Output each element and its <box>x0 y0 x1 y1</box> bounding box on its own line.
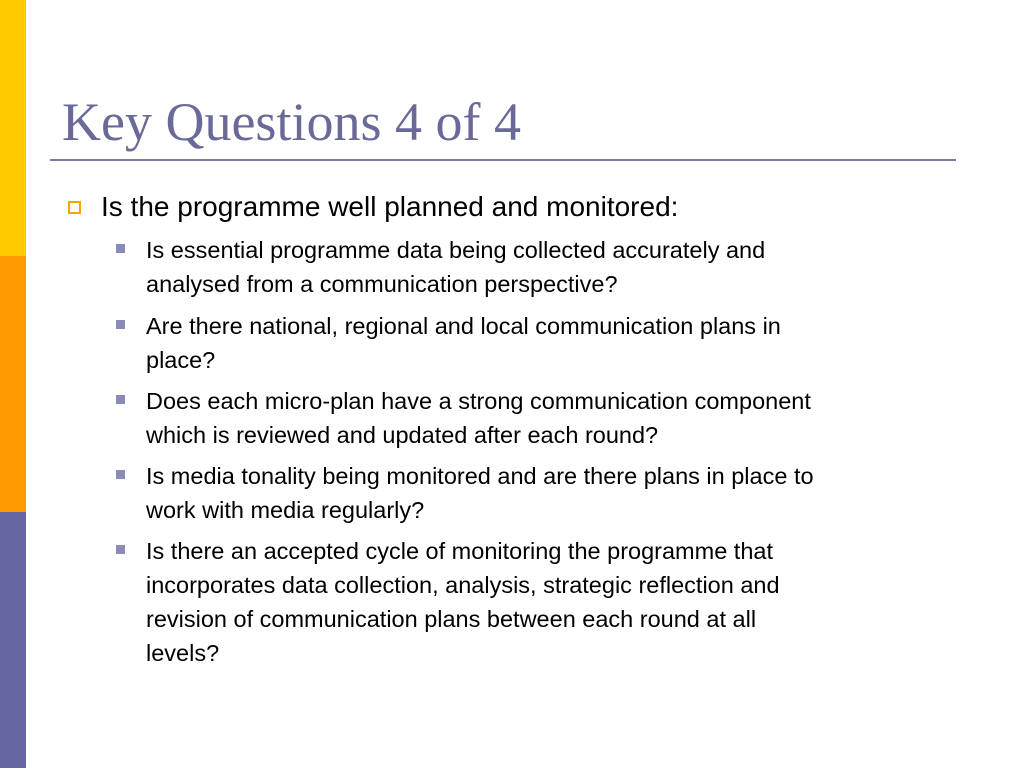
square-bullet-icon <box>116 395 125 404</box>
sub-bullet-item <box>146 384 966 452</box>
sub-bullet-line: which is reviewed and updated after each round? <box>146 422 659 448</box>
sub-bullet-line: revision of communication plans between each round at all <box>146 606 757 632</box>
sub-bullet-item <box>146 459 966 527</box>
sub-bullet-line: Is essential programme data being collected accurately and <box>146 237 766 263</box>
sub-bullet-item <box>146 534 966 670</box>
hollow-square-bullet-icon <box>68 201 81 214</box>
square-bullet-icon <box>116 545 125 554</box>
sub-bullet-line: Does each micro-plan have a strong communication component <box>146 388 811 414</box>
sub-bullet-item <box>146 233 966 301</box>
square-bullet-icon <box>116 320 125 329</box>
sub-bullet-line: work with media regularly? <box>146 497 425 523</box>
sub-bullet-line: place? <box>146 347 216 373</box>
sub-bullet-item <box>146 309 966 377</box>
sub-bullet-line: Are there national, regional and local communication plans in <box>146 313 781 339</box>
square-bullet-icon <box>116 244 125 253</box>
slide-title: Key Questions 4 of 4 <box>62 92 521 152</box>
sub-bullet-line: Is media tonality being monitored and are there plans in place to <box>146 463 814 489</box>
sub-bullet-line: incorporates data collection, analysis, strategic reflection and <box>146 572 780 598</box>
sub-bullet-line: Is there an accepted cycle of monitoring the programme that <box>146 538 773 564</box>
sub-bullet-line: levels? <box>146 640 220 666</box>
square-bullet-icon <box>116 470 125 479</box>
main-bullet-text: Is the programme well planned and monitored: <box>101 191 679 222</box>
sub-bullet-line: analysed from a communication perspective? <box>146 271 618 297</box>
